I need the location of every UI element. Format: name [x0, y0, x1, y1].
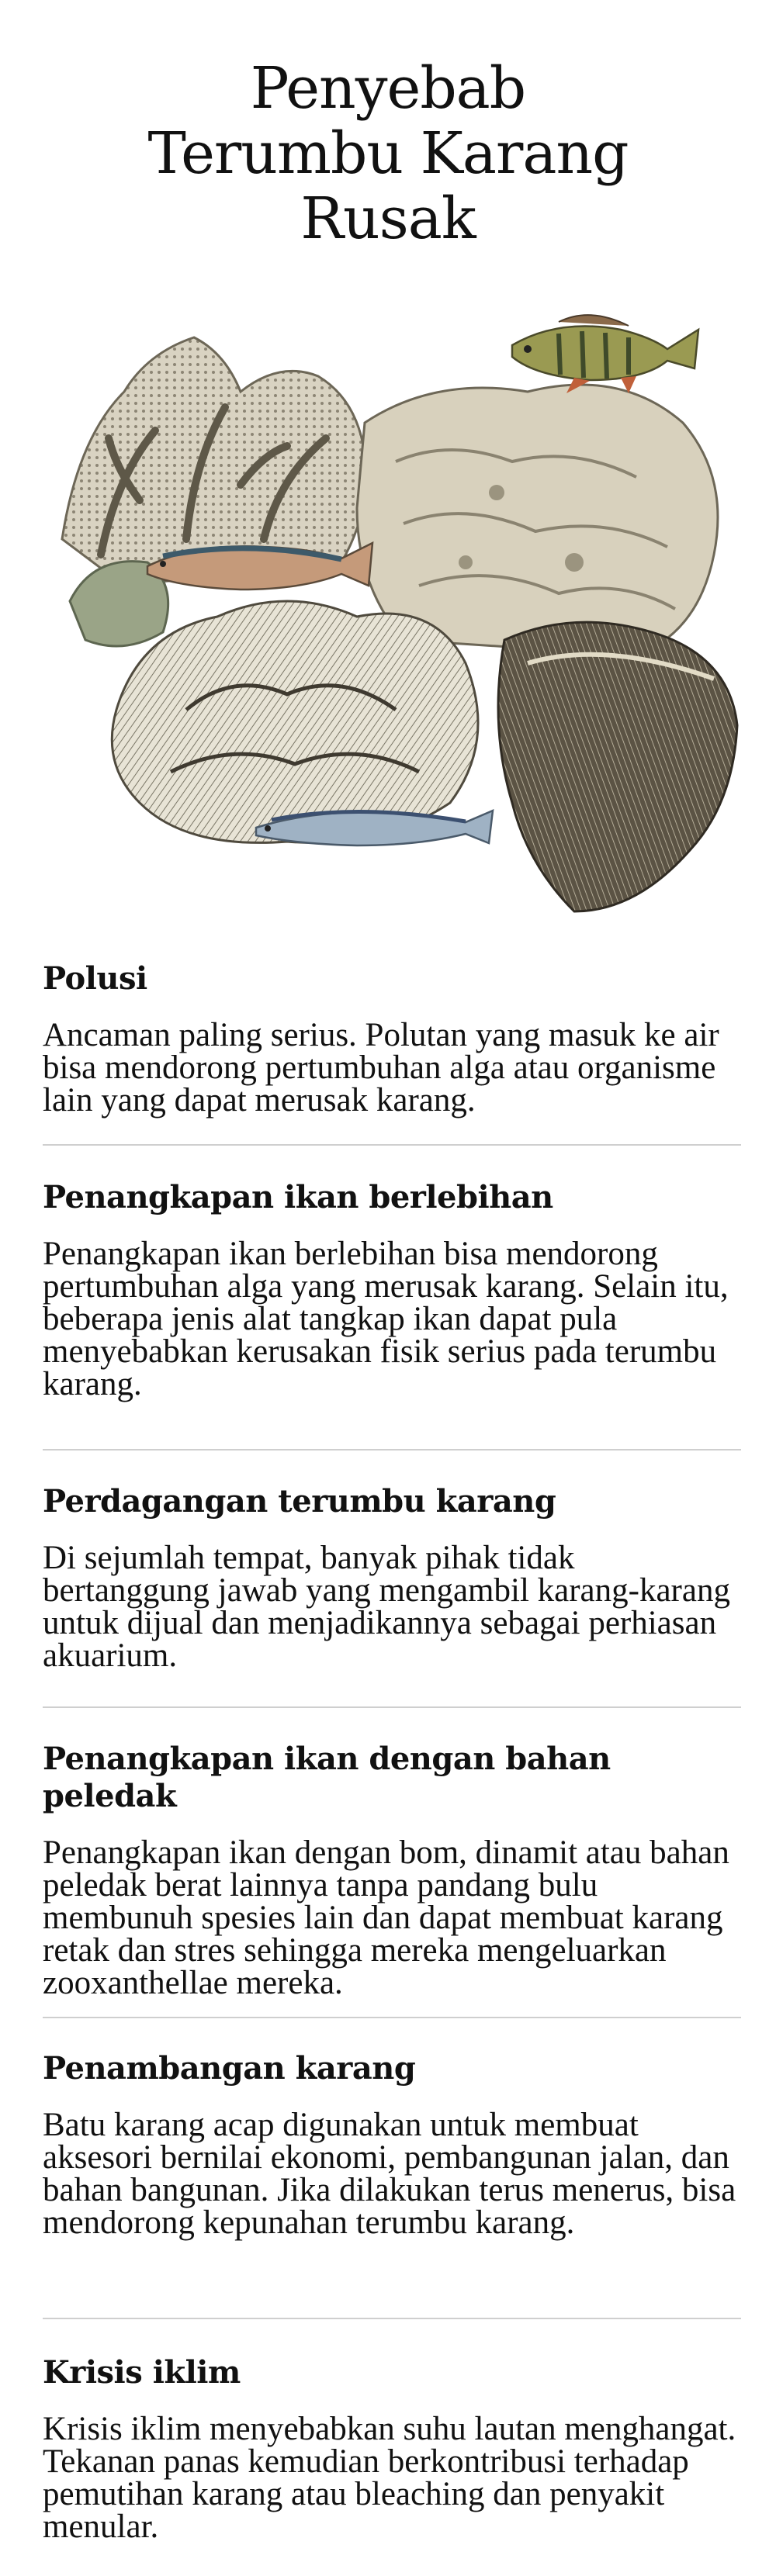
section-body: Penangkapan ikan dengan bom, dinamit atau bahan peledak berat lainnya tanpa pandang bulu membunuh spesies lain dan dapat membuat karang retak dan stres sehingga mereka mengeluarkan zooxanthellae mereka.	[43, 1834, 729, 2001]
branching-coral	[62, 337, 366, 646]
fan-coral	[112, 601, 478, 842]
section-divider	[43, 1706, 741, 1708]
section-heading: Perdagangan terumbu karang	[43, 1483, 556, 1520]
section-body: Batu karang acap digunakan untuk membuat aksesori bernilai ekonomi, pembangunan jalan, dan bahan bangunan. Jika dilakukan terus menerus, bisa mendorong kepunahan terumbu karang.	[43, 2107, 736, 2241]
perch-fish	[512, 315, 698, 393]
section-heading: Polusi	[43, 960, 147, 997]
section-body: Krisis iklim menyebabkan suhu lautan menghangat. Tekanan panas kemudian berkontribusi terhadap pemutihan karang atau bleaching dan penyakit menular.	[43, 2411, 736, 2545]
section-penangkapan-berlebihan	[43, 1179, 741, 1401]
cup-coral	[498, 622, 737, 911]
section-divider	[43, 2017, 741, 2018]
page-title	[0, 56, 776, 251]
section-heading: Krisis iklim	[43, 2354, 241, 2391]
title-line: Terumbu Karang	[147, 120, 629, 187]
mackerel-fish	[256, 811, 493, 845]
section-body: Ancaman paling serius. Polutan yang masuk ke air bisa mendorong pertumbuhan alga atau organisme lain yang dapat merusak karang.	[43, 1017, 719, 1119]
section-divider	[43, 1144, 741, 1146]
section-divider	[43, 2318, 741, 2319]
section-penambangan	[43, 2050, 741, 2239]
section-heading: Penangkapan ikan berlebihan	[43, 1179, 553, 1215]
coral-reef-illustration	[31, 306, 760, 935]
section-heading: Penambangan karang	[43, 2050, 416, 2087]
section-body: Di sejumlah tempat, banyak pihak tidak bertanggung jawab yang mengambil karang-karang untuk dijual dan menjadikannya sebagai perhiasan akuarium.	[43, 1540, 730, 1674]
section-krisis-iklim	[43, 2354, 741, 2543]
section-divider	[43, 1449, 741, 1451]
section-polusi	[43, 960, 741, 1117]
section-heading: Penangkapan ikan dengan bahan peledak	[43, 1741, 611, 1814]
plate-coral	[357, 385, 718, 655]
title-line: Rusak	[300, 185, 476, 252]
section-body: Penangkapan ikan berlebihan bisa mendorong pertumbuhan alga yang merusak karang. Selain itu, beberapa jenis alat tangkap ikan dapat pula menyebabkan kerusakan fisik serius pada terumbu karang.	[43, 1236, 729, 1402]
section-perdagangan	[43, 1483, 741, 1672]
section-bahan-peledak	[43, 1741, 741, 2000]
title-line: Penyebab	[250, 55, 526, 122]
